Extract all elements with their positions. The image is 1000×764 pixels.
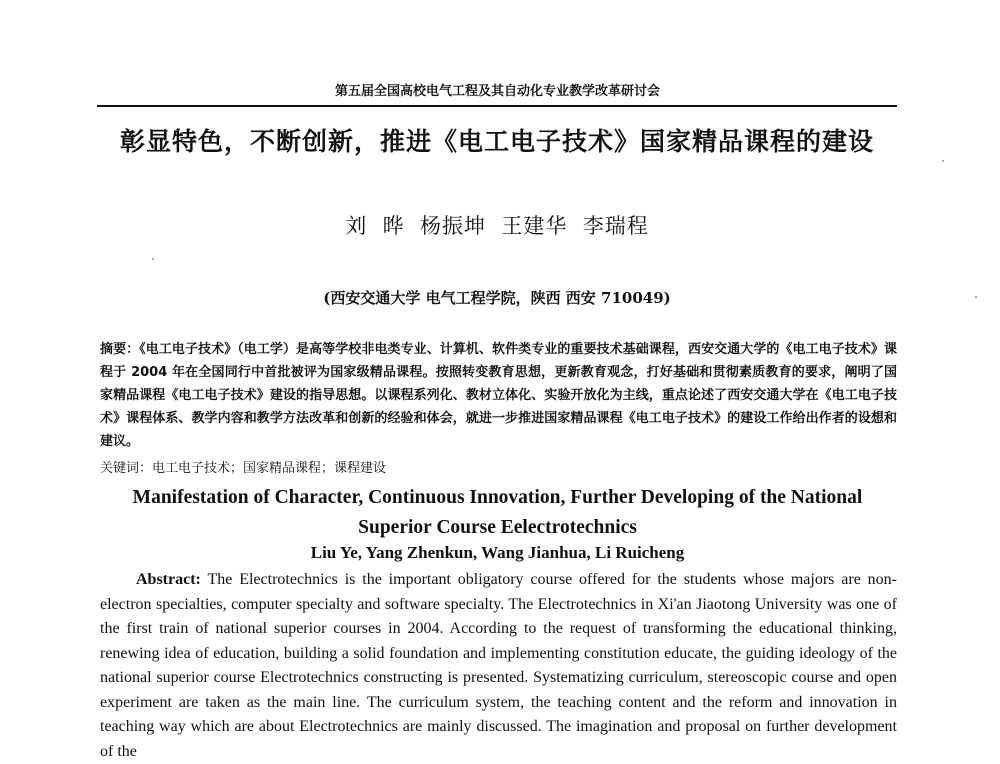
paper-title-cn: 彰显特色，不断创新，推进《电工电子技术》国家精品课程的建设 bbox=[119, 127, 874, 156]
abstract-cn-label: 摘要： bbox=[100, 342, 140, 357]
paper-title-en: Manifestation of Character, Continuous Innovation, Further Developing of the National Superior Course Eelectrotechnics bbox=[132, 487, 863, 538]
conference-header: 第五届全国高校电气工程及其自动化专业教学改革研讨会 bbox=[334, 84, 660, 99]
abstract-cn bbox=[100, 338, 897, 453]
scan-speck bbox=[975, 296, 977, 298]
keywords-cn: 关键词：电工电子技术；国家精品课程；课程建设 bbox=[100, 461, 387, 476]
abstract-cn-text: 《电工电子技术》（电工学）是高等学校非电类专业、计算机、软件类专业的重要技术基础课程，西安交通大学的《电工电子技术》课程于 2004 年在全国同行中首批被评为国家级精品课程。按照转变教育思想，更新教育观念，打好基础和贯彻素质教育的要求，阐明了国家精品课程《电工电子技术》建设的指导思想。以课程系列化、教材立体化、实验开放化为主线，重点论述了西安交通大学在《电工电子技术》课程体系、教学内容和教学方法改革和创新的经验和体会，就进一步推进国家精品课程《电工电子技术》的建设工作给出作者的设想和建议。 bbox=[100, 342, 897, 449]
authors-cn-text: 刘 晔 杨振坤 王建华 李瑞程 bbox=[345, 214, 649, 238]
abstract-en-text: The Electrotechnics is the important obligatory course offered for the students whose majors are non-electron specialties, computer specialty and software specialty. The Electrotechnics in Xi'an Jiaotong University was one of the first train of national superior courses in 2004. According to the request of transforming the educational thinking, renewing idea of education, building a solid foundation and implementing constitution educate, the guiding ideology of the national superior course Electrotechnics constructing is presented. Systematizing curriculum, stereoscopic course and open experiment are taken as the main line. The curriculum system, the teaching content and the reform and innovation in teaching way which are about Electrotechnics are mainly discussed. The imagination and proposal on further development of the bbox=[100, 571, 897, 760]
affiliation-cn: (西安交通大学 电气工程学院，陕西 西安 710049) bbox=[323, 289, 671, 307]
abstract-en bbox=[100, 568, 897, 764]
abstract-en-label: Abstract: bbox=[136, 571, 201, 588]
authors-en: Liu Ye, Yang Zhenkun, Wang Jianhua, Li Ruicheng bbox=[310, 543, 685, 562]
scan-speck bbox=[942, 160, 944, 162]
header-rule bbox=[97, 105, 897, 107]
scan-speck bbox=[152, 258, 154, 260]
authors-cn bbox=[97, 210, 897, 240]
